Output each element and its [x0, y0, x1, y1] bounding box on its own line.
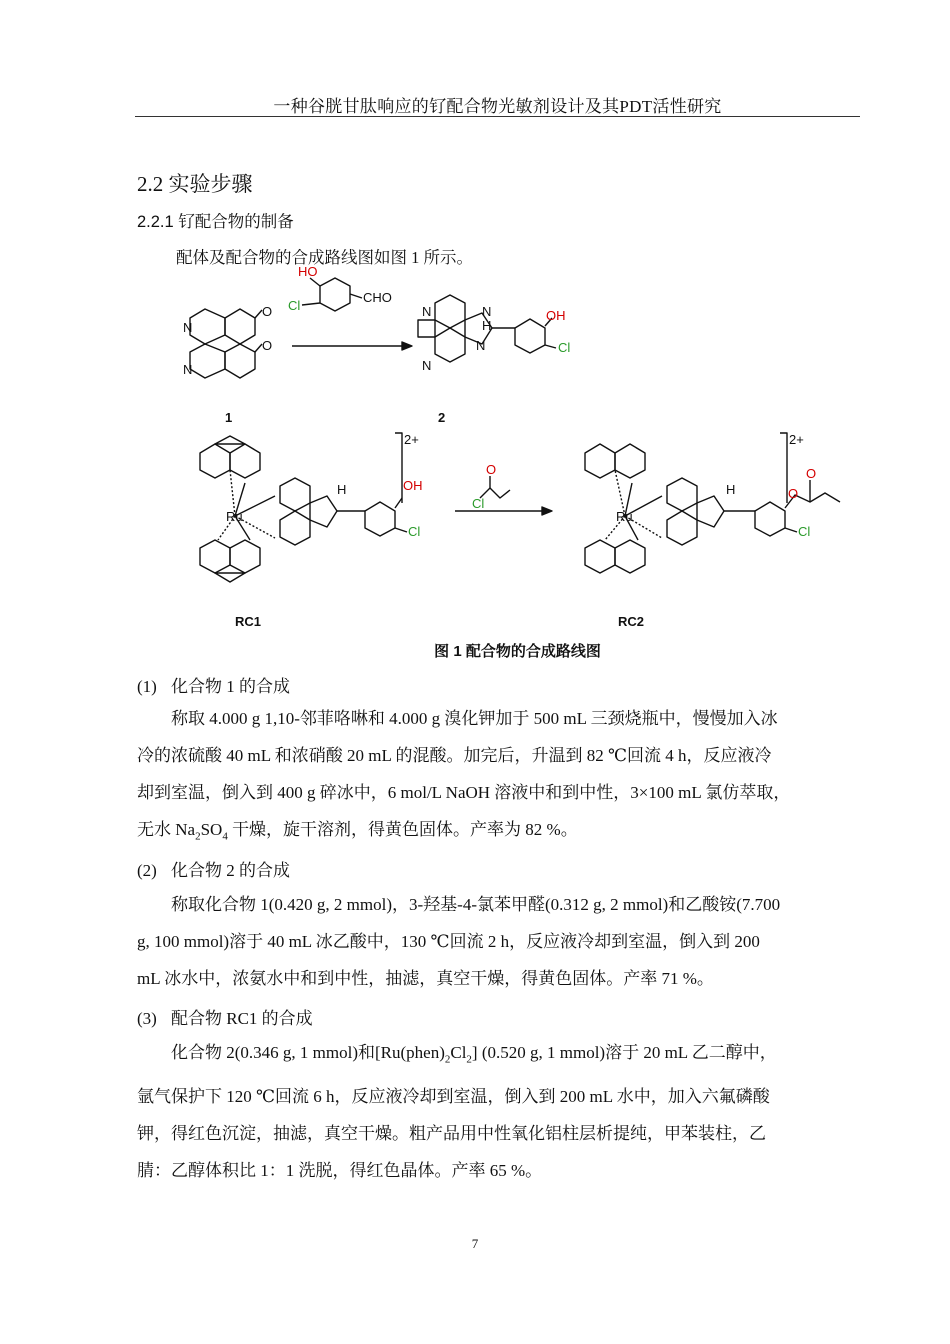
svg-text:O: O [486, 462, 497, 477]
page-number: 7 [471, 1236, 479, 1251]
paragraph-line: 无水 $Na_2SO_4$ 干燥，旋干溶剂，得黄色固体。产率为 82 %。 [137, 820, 578, 843]
svg-text:Cl: Cl [472, 496, 485, 511]
svg-text:2+: 2+ [789, 432, 804, 447]
svg-text:H: H [337, 482, 347, 497]
paragraph-line: g, 100 mmol)溶于 40 mL 冰乙酸中，130 ℃回流 2 h，反应液冷却到室温，倒入到 200 [137, 932, 760, 951]
item-2-paragraph [137, 886, 860, 997]
svg-text:N: N [422, 304, 432, 319]
aldehyde-reagent-structure [302, 278, 362, 311]
svg-text:Cl: Cl [558, 340, 571, 355]
svg-text:OH: OH [403, 478, 423, 493]
svg-text:Ru: Ru [616, 509, 633, 524]
item-2-title: 化合物 2 的合成 [171, 861, 290, 880]
svg-text:Cl: Cl [288, 298, 301, 313]
item-3-title: 配合物 RC1 的合成 [171, 1009, 313, 1028]
svg-text:N: N [476, 338, 486, 353]
svg-text:RC1: RC1 [235, 614, 262, 629]
svg-text:O: O [262, 304, 273, 319]
svg-text:CHO: CHO [363, 290, 392, 305]
intro-paragraph: 配体及配合物的合成路线图如图 1 所示。 [176, 248, 473, 267]
item-3-number: (3) [137, 1009, 157, 1028]
item-2-heading [137, 856, 290, 881]
paragraph-line: 化合物 2(0.346 g, 1 mmol)和$[Ru(phen)_2Cl_2]$ (0.520 g, 1 mmol)溶于 20 mL 乙二醇中， [171, 1043, 777, 1066]
svg-text:O: O [262, 338, 273, 353]
paragraph-line: 冷的浓硫酸 40 mL 和浓硝酸 20 mL 的混酸。加完后，升温到 82 ℃回流 4 h，反应液冷 [137, 746, 772, 765]
subsection-title: 2.2.1 钌配合物的制备 [137, 213, 294, 231]
item-2-number: (2) [137, 861, 157, 880]
svg-text:OH: OH [546, 308, 566, 323]
svg-text:1: 1 [225, 410, 233, 425]
svg-text:RC2: RC2 [618, 614, 645, 629]
paragraph-line: 腈：乙醇体积比 1：1 洗脱，得红色晶体。产率 65 %。 [137, 1161, 543, 1181]
item-3-heading [137, 1004, 313, 1029]
item-1-heading [137, 672, 290, 697]
svg-text:O: O [788, 486, 799, 501]
header-rule [135, 116, 860, 117]
svg-text:H: H [726, 482, 736, 497]
figure-caption: 图 1 配合物的合成路线图 [434, 643, 601, 660]
synthesis-scheme-figure [170, 258, 860, 638]
svg-text:HO: HO [298, 264, 318, 279]
svg-text:Ru: Ru [226, 509, 243, 524]
running-header: 一种谷胱甘肽响应的钌配合物光敏剂设计及其PDT活性研究 [273, 97, 722, 116]
rc2-complex-structure [585, 433, 840, 573]
rc1-complex-structure [200, 433, 407, 582]
svg-text:2+: 2+ [404, 432, 419, 447]
svg-text:N: N [422, 358, 432, 373]
paragraph-line: 氩气保护下 120 ℃回流 6 h，反应液冷却到室温，倒入到 200 mL 水中，加入六氟磷酸 [137, 1087, 770, 1107]
svg-text:N: N [183, 320, 193, 335]
svg-text:H: H [482, 318, 492, 333]
svg-text:Cl: Cl [408, 524, 421, 539]
section-title: 2.2 实验步骤 [137, 172, 253, 196]
svg-text:N: N [482, 304, 492, 319]
acryloyl-chloride-structure [480, 476, 510, 498]
svg-text:O: O [806, 466, 817, 481]
paragraph-line: 钾，得红色沉淀，抽滤，真空干燥。粗产品用中性氧化铝柱层析提纯，甲苯装柱，乙 [137, 1124, 766, 1144]
svg-text:Cl: Cl [798, 524, 811, 539]
item-3-paragraph [137, 1034, 860, 1189]
paragraph-line: mL 冰水中，浓氨水中和到中性，抽滤，真空干燥，得黄色固体。产率 71 %。 [137, 969, 714, 988]
item-1-title: 化合物 1 的合成 [171, 677, 290, 696]
item-1-number: (1) [137, 677, 157, 696]
item-1-paragraph [137, 700, 860, 855]
paragraph-line: 称取化合物 1(0.420 g, 2 mmol)，3-羟基-4-氯苯甲醛(0.312 g, 2 mmol)和乙酸铵(7.700 [171, 895, 781, 914]
svg-text:2: 2 [438, 410, 446, 425]
paragraph-line: 却到室温，倒入到 400 g 碎冰中，6 mol/L NaOH 溶液中和到中性，3×100 mL 氯仿萃取， [137, 783, 791, 802]
svg-text:N: N [183, 362, 193, 377]
compound-1-structure [190, 309, 262, 378]
paragraph-line: 称取 4.000 g 1,10-邻菲咯啉和 4.000 g 溴化钾加于 500 mL 三颈烧瓶中，慢慢加入冰 [171, 709, 778, 728]
